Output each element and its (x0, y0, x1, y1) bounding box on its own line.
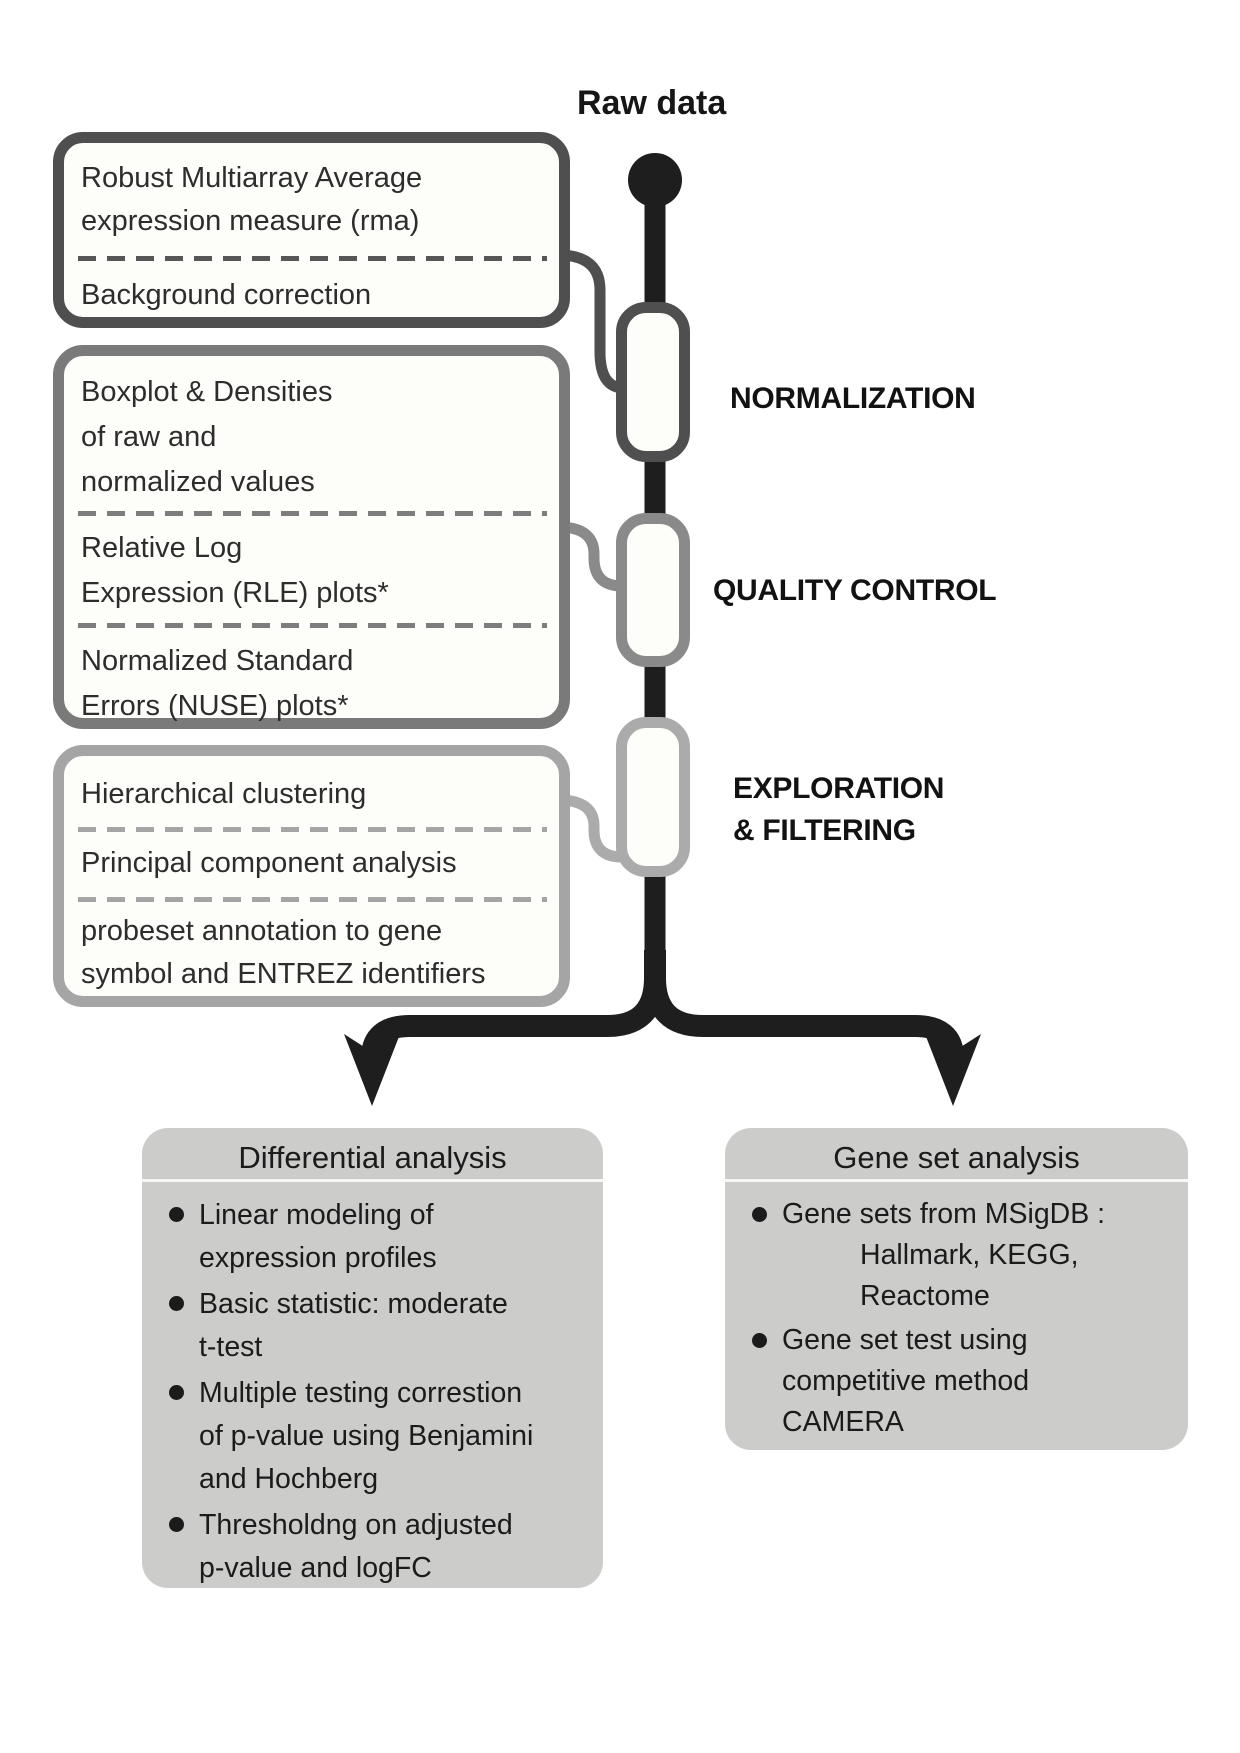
bullet-icon (752, 1207, 767, 1222)
list-item (169, 1504, 597, 1590)
list-item-line: Gene sets from MSigDB : (782, 1198, 1106, 1230)
box-section (81, 526, 549, 616)
box-text-line: Normalized Standard (81, 645, 354, 677)
analysis-box-title: Differential analysis (238, 1140, 507, 1175)
list-item-line: Linear modeling of (199, 1199, 434, 1231)
list-item-line: Thresholdng on adjusted (199, 1509, 513, 1541)
list-item (752, 1320, 1182, 1443)
box-text-line: Robust Multiarray Average (81, 162, 423, 194)
list-item (169, 1283, 597, 1369)
stage-label-exploration (733, 768, 944, 852)
box-text-line: Errors (NUSE) plots* (81, 690, 349, 722)
box-text-line: Background correction (81, 279, 372, 311)
box-section (81, 370, 549, 505)
box-text-line: of raw and (81, 421, 217, 453)
title-divider (725, 1179, 1188, 1182)
list-item-line: CAMERA (782, 1406, 904, 1438)
stage-label-line: EXPLORATION (733, 772, 945, 805)
box-text-line: Hierarchical clustering (81, 778, 367, 810)
pipeline-box-normalization (53, 132, 570, 328)
list-item-line: Multiple testing correstion (199, 1377, 523, 1409)
box-section (81, 639, 549, 729)
dashed-divider (78, 256, 547, 261)
box-section (81, 274, 549, 317)
list-item-line: Hallmark, KEGG, (860, 1239, 1079, 1271)
box-text-line: normalized values (81, 466, 315, 498)
node-quality-control (616, 513, 690, 667)
bullet-icon (169, 1385, 184, 1400)
list-item (169, 1194, 597, 1280)
box-text-line: Principal component analysis (81, 847, 457, 879)
list-item-line: Basic statistic: moderate (199, 1288, 508, 1320)
analysis-box-title: Gene set analysis (833, 1140, 1080, 1175)
list-item-line: of p-value using Benjamini (199, 1420, 534, 1452)
bullet-icon (169, 1517, 184, 1532)
box-section (81, 910, 549, 996)
raw-data-label: Raw data (577, 84, 727, 122)
list-item-line: and Hochberg (199, 1463, 379, 1495)
bullet-icon (169, 1296, 184, 1311)
analysis-box-differential (142, 1128, 603, 1588)
dashed-divider (78, 897, 547, 902)
bullet-list (169, 1194, 597, 1593)
bullet-list (752, 1194, 1182, 1446)
list-item-line: competitive method (782, 1365, 1030, 1397)
analysis-box-gene-set (725, 1128, 1188, 1450)
stage-label-normalization: NORMALIZATION (730, 382, 976, 415)
box-section (81, 157, 549, 243)
node-exploration (616, 717, 690, 877)
box-text-line: expression measure (rma) (81, 205, 420, 237)
dashed-divider (78, 511, 547, 516)
list-item-line: Reactome (860, 1280, 990, 1312)
list-item-line: expression profiles (199, 1242, 437, 1274)
box-text-line: symbol and ENTREZ identifiers (81, 958, 486, 990)
node-normalization (616, 302, 690, 462)
box-text-line: Relative Log (81, 532, 243, 564)
dashed-divider (78, 623, 547, 628)
bullet-icon (169, 1207, 184, 1222)
box-text-line: Expression (RLE) plots* (81, 577, 389, 609)
title-divider (142, 1179, 603, 1182)
box-text-line: probeset annotation to gene (81, 915, 443, 947)
box-section (81, 842, 549, 885)
stage-label-line: & FILTERING (733, 814, 916, 847)
list-item-line: t-test (199, 1331, 263, 1363)
list-item (169, 1372, 597, 1501)
branch-right-arm (655, 950, 953, 1058)
bullet-icon (752, 1333, 767, 1348)
list-item-line: p-value and logFC (199, 1552, 432, 1584)
list-item (752, 1194, 1182, 1317)
pipeline-box-exploration (53, 745, 570, 1007)
list-item-line: Gene set test using (782, 1324, 1028, 1356)
box-section (81, 773, 549, 816)
pipeline-box-quality-control (53, 345, 570, 729)
box-text-line: Boxplot & Densities (81, 376, 333, 408)
stage-label-quality-control: QUALITY CONTROL (713, 574, 997, 607)
dashed-divider (78, 827, 547, 832)
